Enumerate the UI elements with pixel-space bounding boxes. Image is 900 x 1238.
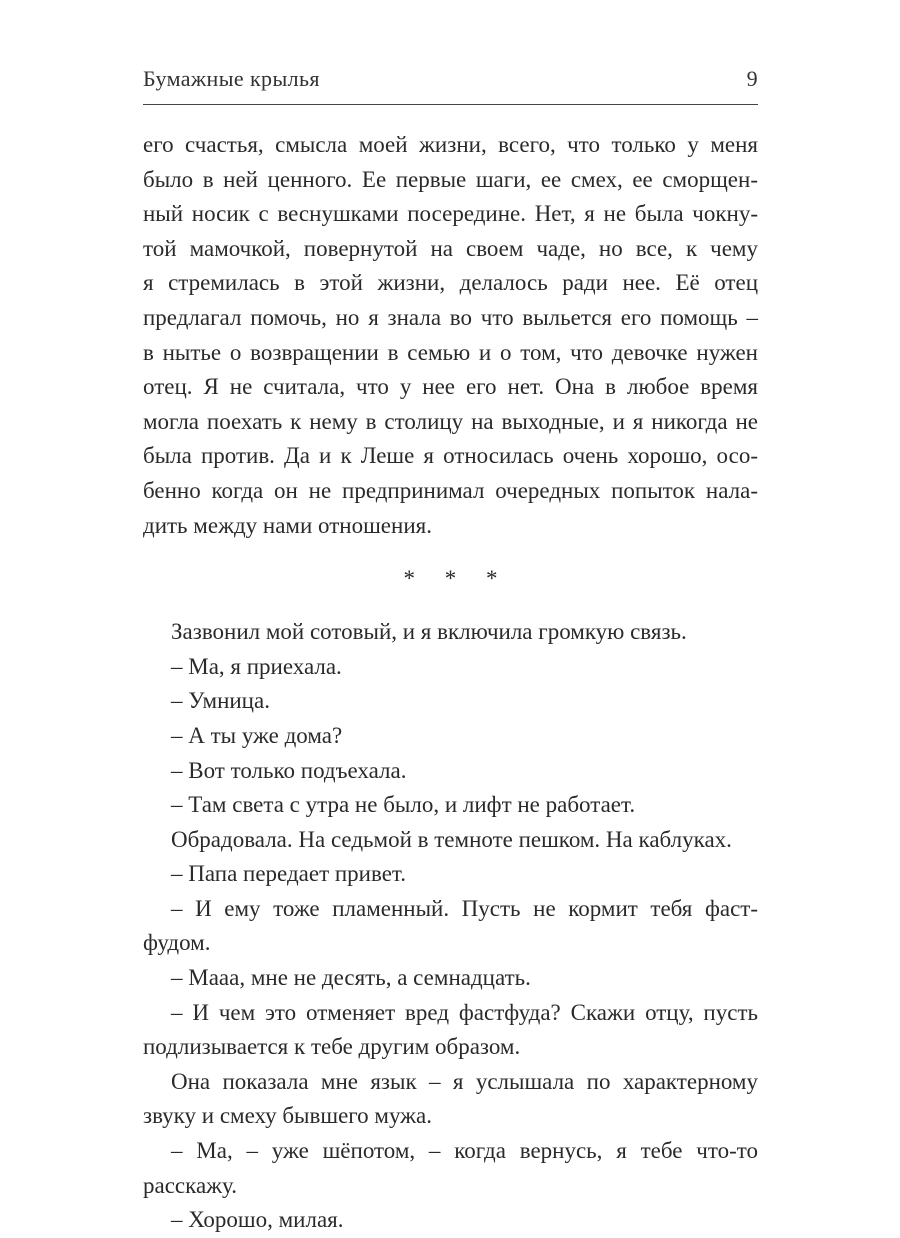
- page-number: 9: [746, 66, 758, 91]
- book-title: Бумажные крылья: [143, 66, 320, 91]
- text-line: была против. Да и к Леше я относилась очень хорошо, осо-: [143, 443, 758, 469]
- text-line: отец. Я не считала, что у нее его нет. Она в любое время: [143, 374, 758, 400]
- text-line: подлизывается к тебе другим образом.: [143, 1034, 521, 1060]
- text-line: могла поехать к нему в столицу на выходные, и я никогда не: [143, 408, 758, 434]
- text-line: я стремилась в этой жизни, делалось ради нее. Её отец: [143, 270, 758, 296]
- text-line: – И ему тоже пламенный. Пусть не кормит тебя фаст-: [171, 895, 758, 921]
- running-header: [143, 66, 758, 100]
- text-line: – Ма, – уже шёпотом, – когда вернусь, я тебе что-то: [171, 1138, 758, 1164]
- text-line: его счастья, смысла моей жизни, всего, что только у меня: [143, 132, 758, 157]
- text-line: Обрадовала. На седьмой в темноте пешком. На каблуках.: [171, 826, 732, 852]
- header-rule: [143, 104, 758, 105]
- text-line: Она показала мне язык – я услышала по характерному: [171, 1068, 758, 1094]
- text-line: той мамочкой, повернутой на своем чаде, но все, к чему: [143, 235, 758, 261]
- text-line: расскажу.: [143, 1172, 237, 1198]
- text-line: бенно когда он не предпринимал очередных попыток нала-: [143, 477, 758, 503]
- text-line: в нытье о возвращении в семью и о том, что девочке нужен: [143, 339, 758, 365]
- text-line: – Мааа, мне не десять, а семнадцать.: [171, 965, 531, 991]
- text-line: было в ней ценного. Ее первые шаги, ее смех, ее сморщен-: [143, 166, 758, 192]
- text-line: звуку и смеху бывшего мужа.: [143, 1103, 433, 1129]
- text-line: – И чем это отменяет вред фастфуда? Скажи отцу, пусть: [171, 999, 758, 1025]
- text-line: – Вот только подъехала.: [171, 757, 407, 783]
- text-line: Зазвонил мой сотовый, и я включила громкую связь.: [171, 619, 687, 645]
- text-line: – Ма, я приехала.: [171, 653, 342, 679]
- text-line: – Там света с утра не было, и лифт не работает.: [171, 792, 636, 818]
- text-line: фудом.: [143, 930, 211, 956]
- text-line: – Хорошо, милая.: [171, 1207, 344, 1233]
- text-line: ный носик с веснушками посередине. Нет, я не была чокну-: [143, 201, 758, 227]
- body-text: [143, 128, 758, 1238]
- text-line: дить между нами отношения.: [143, 512, 432, 538]
- text-line: – Папа передает привет.: [171, 861, 406, 887]
- scene-separator: * * *: [403, 566, 510, 592]
- text-line: – А ты уже дома?: [171, 722, 343, 748]
- text-line: предлагал помочь, но я знала во что выльется его помощь –: [143, 304, 758, 330]
- text-line: – Умница.: [171, 688, 270, 714]
